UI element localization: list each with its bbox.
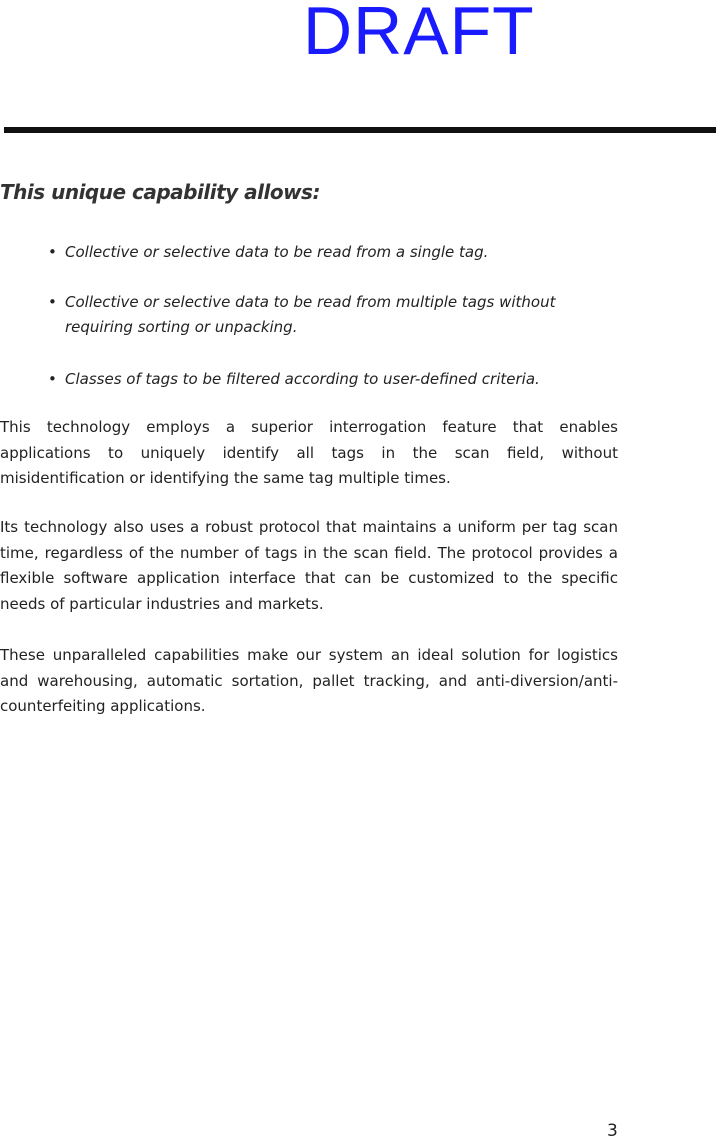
body-paragraph: This technology employs a superior interrogation feature that enables applications to uniquely identify all tags in the scan field, without misidentification or identifying the same tag multiple times.: [0, 418, 618, 487]
bullet-marker: •: [48, 293, 57, 311]
bullet-marker: •: [48, 370, 57, 388]
bullet-item: [48, 290, 622, 340]
header-rule: [4, 127, 716, 133]
draft-watermark: DRAFT: [303, 0, 535, 69]
body-paragraph: Its technology also uses a robust protocol that maintains a uniform per tag scan time, regardless of the number of tags in the scan field. The protocol provides a flexible software application interface that can be customized to the specific needs of particular industries and markets.: [0, 518, 618, 613]
bullet-item: [48, 367, 622, 392]
bullet-marker: •: [48, 243, 57, 261]
bullet-text: Collective or selective data to be read from multiple tags without requiring sorting or unpacking.: [65, 293, 556, 336]
bullet-item: [48, 240, 622, 265]
body-paragraph: These unparalleled capabilities make our system an ideal solution for logistics and warehousing, automatic sortation, pallet tracking, and anti-diversion/anti-counterfeiting applications.: [0, 646, 618, 715]
bullet-text: Classes of tags to be filtered according to user-defined criteria.: [65, 370, 540, 388]
section-heading: This unique capability allows:: [0, 180, 320, 204]
bullet-text: Collective or selective data to be read from a single tag.: [65, 243, 489, 261]
page-number: 3: [607, 1121, 618, 1141]
